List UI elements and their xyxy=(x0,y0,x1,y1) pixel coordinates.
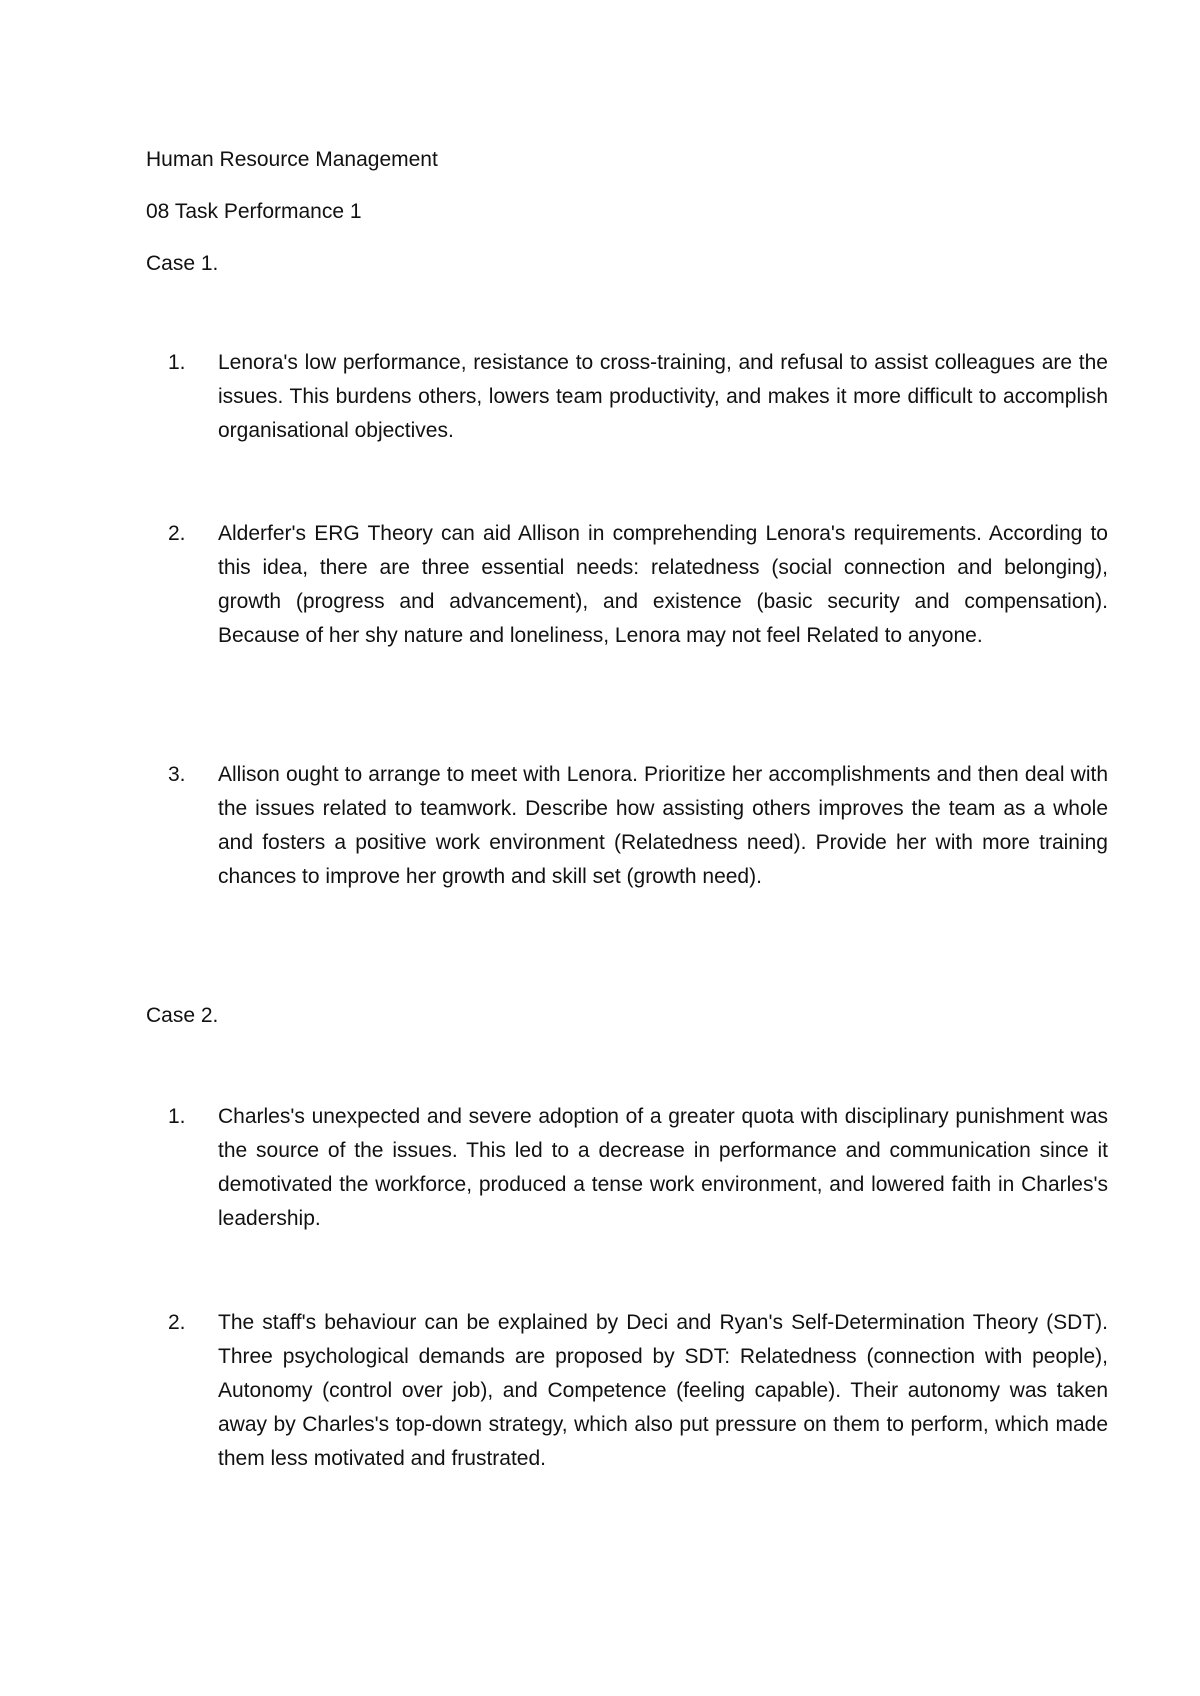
case2-item-1 xyxy=(168,1100,1108,1236)
case1-heading: Case 1. xyxy=(146,252,219,275)
case2-item-2-text: The staff's behaviour can be explained by Deci and Ryan's Self-Determination Theory (SDT). Three psychological demands are proposed by SDT: Relatedness (connection with people), Autonomy (control over job), and Competence (feeling capable). Their autonomy was taken away by Charles's top-down strategy, which also put pressure on them to perform, which made them less motivated and frustrated. xyxy=(218,1311,1108,1470)
case1-item-2-number: 2. xyxy=(168,522,186,545)
task-title: 08 Task Performance 1 xyxy=(146,200,362,223)
case2-item-2 xyxy=(168,1306,1108,1476)
case1-item-1-text: Lenora's low performance, resistance to cross-training, and refusal to assist colleagues are the issues. This burdens others, lowers team productivity, and makes it more difficult to accomplish organisational objectives. xyxy=(218,351,1108,442)
case2-item-2-number: 2. xyxy=(168,1311,186,1334)
case1-item-3 xyxy=(168,758,1108,894)
case2-item-1-text: Charles's unexpected and severe adoption of a greater quota with disciplinary punishment was the source of the issues. This led to a decrease in performance and communication since it demotivated the workforce, produced a tense work environment, and lowered faith in Charles's leadership. xyxy=(218,1105,1108,1230)
case1-item-3-text: Allison ought to arrange to meet with Lenora. Prioritize her accomplishments and then deal with the issues related to teamwork. Describe how assisting others improves the team as a whole and fosters a positive work environment (Relatedness need). Provide her with more training chances to improve her growth and skill set (growth need). xyxy=(218,763,1108,888)
course-title: Human Resource Management xyxy=(146,148,438,171)
case2-item-1-number: 1. xyxy=(168,1105,186,1128)
case1-item-2 xyxy=(168,517,1108,653)
case1-item-1-number: 1. xyxy=(168,351,186,374)
case2-heading: Case 2. xyxy=(146,1004,219,1027)
case1-item-1 xyxy=(168,346,1108,448)
case1-item-3-number: 3. xyxy=(168,763,186,786)
case1-item-2-text: Alderfer's ERG Theory can aid Allison in comprehending Lenora's requirements. According to this idea, there are three essential needs: relatedness (social connection and belonging), growth (progress and advancement), and existence (basic security and compensation). Because of her shy nature and loneliness, Lenora may not feel Related to anyone. xyxy=(218,522,1108,647)
